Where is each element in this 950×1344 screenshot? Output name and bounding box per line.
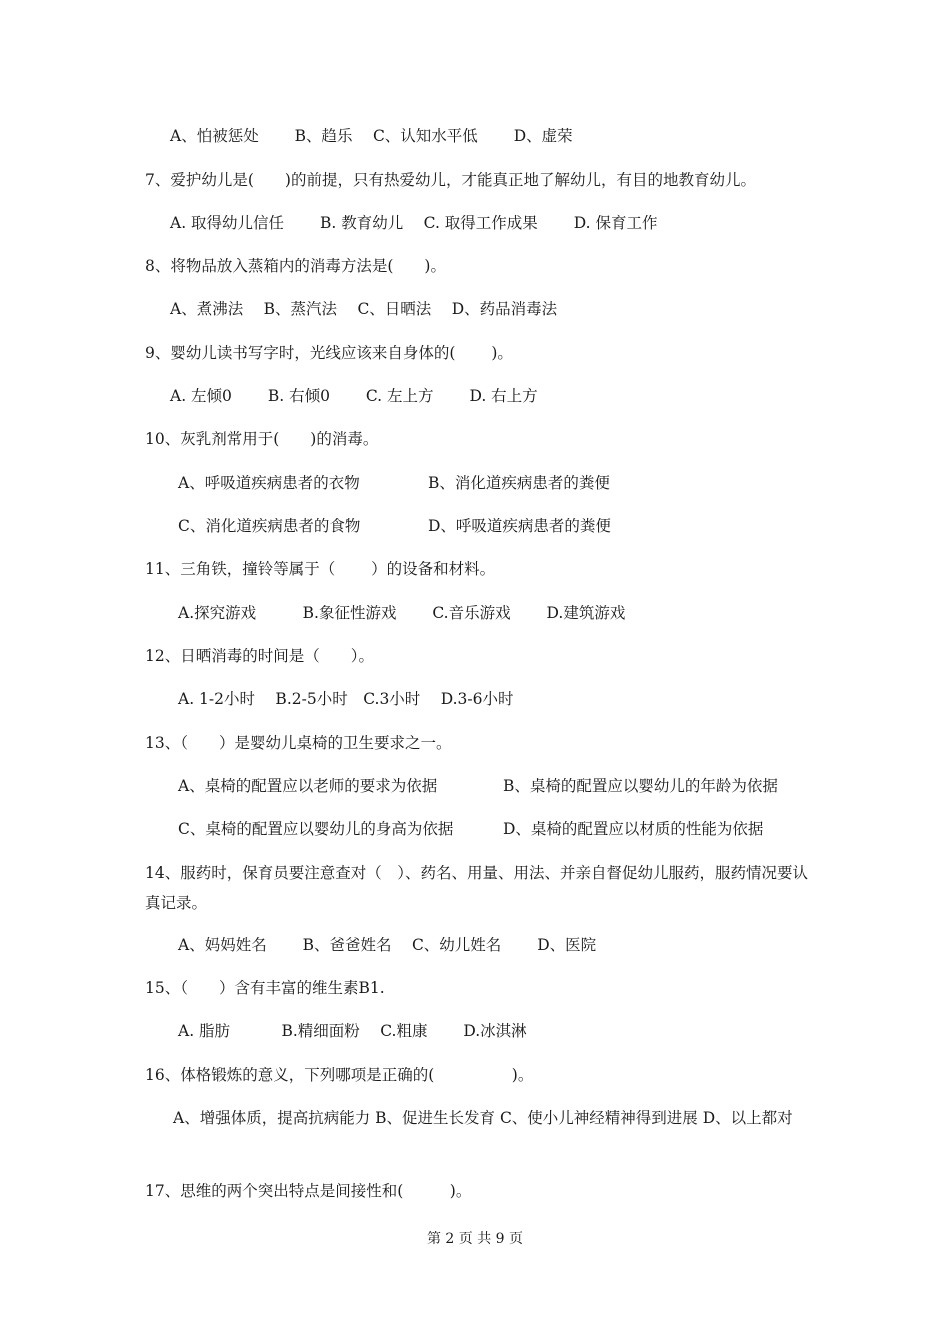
q13-option-b: B、桌椅的配置应以婴幼儿的年龄为依据 xyxy=(503,777,778,795)
question-16: 16、体格锻炼的意义，下列哪项是正确的( )。 xyxy=(145,1066,534,1084)
q8-options: A、煮沸法 B、蒸汽法 C、日晒法 D、药品消毒法 xyxy=(170,300,558,318)
q10-option-a: A、呼吸道疾病患者的衣物 xyxy=(178,474,360,492)
q10-option-d: D、呼吸道疾病患者的粪便 xyxy=(428,517,611,535)
q11-options: A.探究游戏 B.象征性游戏 C.音乐游戏 D.建筑游戏 xyxy=(178,604,626,622)
q16-options: A、增强体质，提高抗病能力 B、促进生长发育 C、使小儿神经精神得到进展 D、以上都对 xyxy=(173,1109,793,1127)
question-9: 9、婴幼儿读书写字时，光线应该来自身体的( )。 xyxy=(145,344,513,362)
q13-option-c: C、桌椅的配置应以婴幼儿的身高为依据 xyxy=(178,820,454,838)
q6-options: A、怕被惩处 B、趋乐 C、认知水平低 D、虚荣 xyxy=(170,127,573,145)
q13-option-a: A、桌椅的配置应以老师的要求为依据 xyxy=(178,777,438,795)
q10-option-c: C、消化道疾病患者的食物 xyxy=(178,517,361,535)
question-7: 7、爱护幼儿是( )的前提，只有热爱幼儿，才能真正地了解幼儿，有目的地教育幼儿。 xyxy=(145,171,756,189)
question-10: 10、灰乳剂常用于( )的消毒。 xyxy=(145,430,379,448)
question-14: 14、服药时，保育员要注意查对（ ）、药名、用量、用法、并亲自督促幼儿服药，服药情况要认真记录。 xyxy=(145,864,808,912)
question-8: 8、将物品放入蒸箱内的消毒方法是( )。 xyxy=(145,257,446,275)
question-12: 12、日晒消毒的时间是（ ）。 xyxy=(145,647,374,665)
q10-option-b: B、消化道疾病患者的粪便 xyxy=(428,474,610,492)
q13-option-d: D、桌椅的配置应以材质的性能为依据 xyxy=(503,820,764,838)
question-17: 17、思维的两个突出特点是间接性和( )。 xyxy=(145,1182,472,1200)
q14-options: A、妈妈姓名 B、爸爸姓名 C、幼儿姓名 D、医院 xyxy=(178,936,597,954)
question-15: 15、（ ）含有丰富的维生素B1. xyxy=(145,979,385,997)
q15-options: A. 脂肪 B.精细面粉 C.粗康 D.冰淇淋 xyxy=(178,1022,527,1040)
q9-options: A. 左倾0 B. 右倾0 C. 左上方 D. 右上方 xyxy=(170,387,538,405)
question-13: 13、（ ）是婴幼儿桌椅的卫生要求之一。 xyxy=(145,734,452,752)
question-11: 11、三角铁，撞铃等属于（ ）的设备和材料。 xyxy=(145,560,496,578)
page-footer: 第 2 页 共 9 页 xyxy=(426,1231,524,1247)
q12-options: A. 1-2小时 B.2-5小时 C.3小时 D.3-6小时 xyxy=(178,690,514,708)
q7-options: A. 取得幼儿信任 B. 教育幼儿 C. 取得工作成果 D. 保育工作 xyxy=(170,214,658,232)
